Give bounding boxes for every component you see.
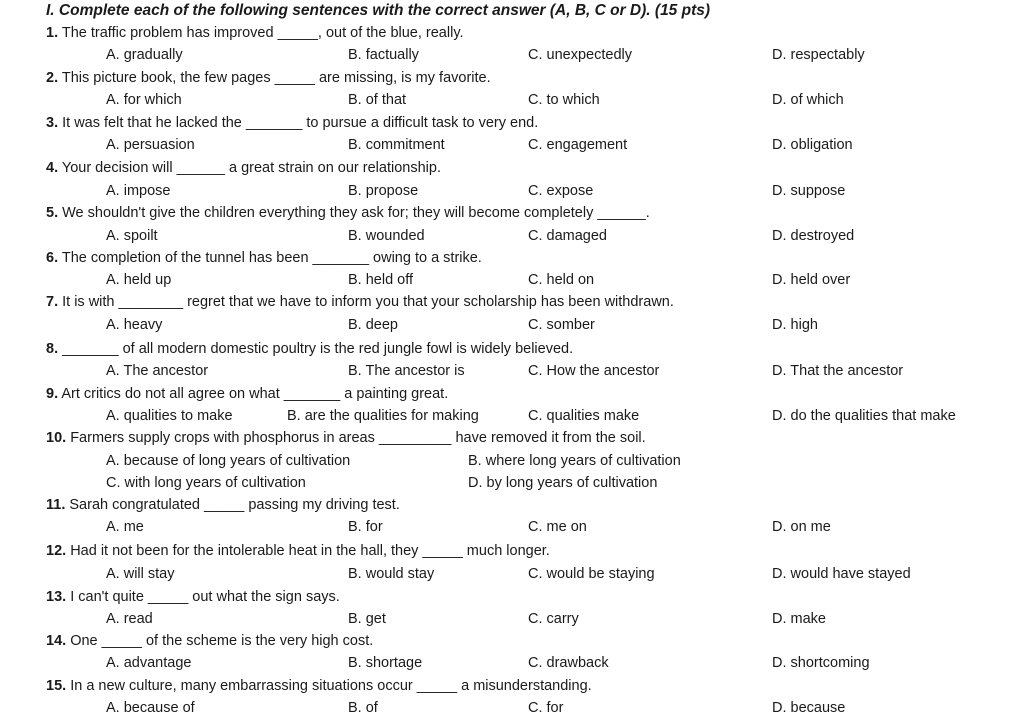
question-number: 6.	[46, 250, 59, 266]
question-text: This picture book, the few pages _____ are missing, is my favorite.	[58, 70, 491, 86]
question-text: _______ of all modern domestic poultry is the red jungle fowl is widely believed.	[58, 341, 574, 357]
option-c: C. expose	[528, 183, 594, 199]
option-c: C. somber	[528, 317, 595, 333]
option-d: D. make	[772, 611, 826, 627]
option-d: D. because	[772, 700, 846, 716]
option-a: A. qualities to make	[106, 408, 233, 424]
option-c: C. for	[528, 700, 564, 716]
option-b: B. for	[348, 519, 383, 535]
option-b: B. factually	[348, 47, 419, 63]
question-number: 13.	[46, 589, 67, 605]
question-number: 3.	[46, 115, 59, 131]
question-text: Farmers supply crops with phosphorus in areas _________ have removed it from the soil.	[66, 430, 646, 446]
option-c: C. unexpectedly	[528, 47, 632, 63]
option-b: B. held off	[348, 272, 414, 288]
option-a: A. will stay	[106, 566, 175, 582]
option-d: D. would have stayed	[772, 566, 911, 582]
question-number: 1.	[46, 25, 59, 41]
option-d: D. held over	[772, 272, 851, 288]
question-text: Art critics do not all agree on what _______ a painting great.	[58, 386, 449, 402]
option-c: C. me on	[528, 519, 587, 535]
question-number: 14.	[46, 633, 67, 649]
option-d: D. by long years of cultivation	[468, 475, 658, 491]
option-a: A. spoilt	[106, 228, 158, 244]
option-c: C. carry	[528, 611, 579, 627]
question-10	[46, 428, 646, 448]
option-c: C. to which	[528, 92, 600, 108]
question-text: In a new culture, many embarrassing situations occur _____ a misunderstanding.	[66, 678, 592, 694]
question-7	[46, 292, 674, 312]
option-b: B. shortage	[348, 655, 423, 671]
question-number: 10.	[46, 430, 67, 446]
option-d: D. do the qualities that make	[772, 408, 956, 424]
question-number: 5.	[46, 205, 59, 221]
question-number: 8.	[46, 341, 59, 357]
option-c: C. drawback	[528, 655, 609, 671]
question-number: 12.	[46, 543, 67, 559]
question-12	[46, 541, 550, 561]
option-a: A. heavy	[106, 317, 163, 333]
question-text: Had it not been for the intolerable heat in the hall, they _____ much longer.	[66, 543, 550, 559]
option-a: A. advantage	[106, 655, 192, 671]
question-text: It is with ________ regret that we have to inform you that your scholarship has been withdrawn.	[58, 294, 674, 310]
option-a: A. because of long years of cultivation	[106, 453, 351, 469]
question-number: 7.	[46, 294, 59, 310]
question-number: 4.	[46, 160, 59, 176]
question-14	[46, 631, 373, 651]
option-a: A. read	[106, 611, 153, 627]
option-d: D. on me	[772, 519, 831, 535]
option-c: C. engagement	[528, 137, 628, 153]
question-2	[46, 68, 491, 88]
option-b: B. propose	[348, 183, 419, 199]
option-a: A. gradually	[106, 47, 183, 63]
option-a: A. persuasion	[106, 137, 195, 153]
option-a: A. The ancestor	[106, 363, 209, 379]
question-text: We shouldn't give the children everything they ask for; they will become completely ______.	[58, 205, 650, 221]
option-c: C. held on	[528, 272, 595, 288]
question-number: 2.	[46, 70, 59, 86]
question-text: The traffic problem has improved _____, out of the blue, really.	[58, 25, 464, 41]
option-d: D. shortcoming	[772, 655, 870, 671]
question-number: 15.	[46, 678, 67, 694]
option-c: C. damaged	[528, 228, 607, 244]
option-b: B. commitment	[348, 137, 445, 153]
option-c: C. with long years of cultivation	[106, 475, 306, 491]
question-9	[46, 384, 448, 404]
option-d: D. high	[772, 317, 818, 333]
option-c: C. would be staying	[528, 566, 655, 582]
question-11	[46, 495, 400, 515]
option-b: B. where long years of cultivation	[468, 453, 681, 469]
question-number: 9.	[46, 386, 59, 402]
option-b: B. get	[348, 611, 386, 627]
question-5	[46, 203, 650, 223]
option-d: D. respectably	[772, 47, 865, 63]
question-3	[46, 113, 538, 133]
option-c: C. How the ancestor	[528, 363, 660, 379]
question-text: I can't quite _____ out what the sign says.	[66, 589, 340, 605]
question-text: The completion of the tunnel has been _______ owing to a strike.	[58, 250, 482, 266]
question-4	[46, 158, 441, 178]
option-d: D. obligation	[772, 137, 853, 153]
option-d: D. destroyed	[772, 228, 855, 244]
option-b: B. are the qualities for making	[287, 408, 479, 424]
question-1	[46, 23, 464, 43]
section-title: I. Complete each of the following sentences with the correct answer (A, B, C or D). (15 pts)	[46, 2, 711, 19]
question-6	[46, 248, 482, 268]
option-c: C. qualities make	[528, 408, 640, 424]
option-a: A. impose	[106, 183, 171, 199]
question-13	[46, 587, 340, 607]
option-b: B. would stay	[348, 566, 435, 582]
option-b: B. The ancestor is	[348, 363, 465, 379]
option-d: D. suppose	[772, 183, 846, 199]
question-text: Your decision will ______ a great strain on our relationship.	[58, 160, 441, 176]
question-text: One _____ of the scheme is the very high cost.	[66, 633, 374, 649]
option-b: B. of	[348, 700, 378, 716]
question-15	[46, 676, 592, 696]
question-text: Sarah congratulated _____ passing my driving test.	[65, 497, 400, 513]
option-b: B. wounded	[348, 228, 425, 244]
option-a: A. because of	[106, 700, 195, 716]
question-number: 11.	[46, 497, 66, 513]
option-b: B. deep	[348, 317, 398, 333]
option-d: D. of which	[772, 92, 844, 108]
question-text: It was felt that he lacked the _______ to pursue a difficult task to very end.	[58, 115, 539, 131]
option-a: A. me	[106, 519, 144, 535]
question-8	[46, 339, 573, 359]
option-d: D. That the ancestor	[772, 363, 904, 379]
option-a: A. for which	[106, 92, 182, 108]
option-b: B. of that	[348, 92, 407, 108]
option-a: A. held up	[106, 272, 172, 288]
